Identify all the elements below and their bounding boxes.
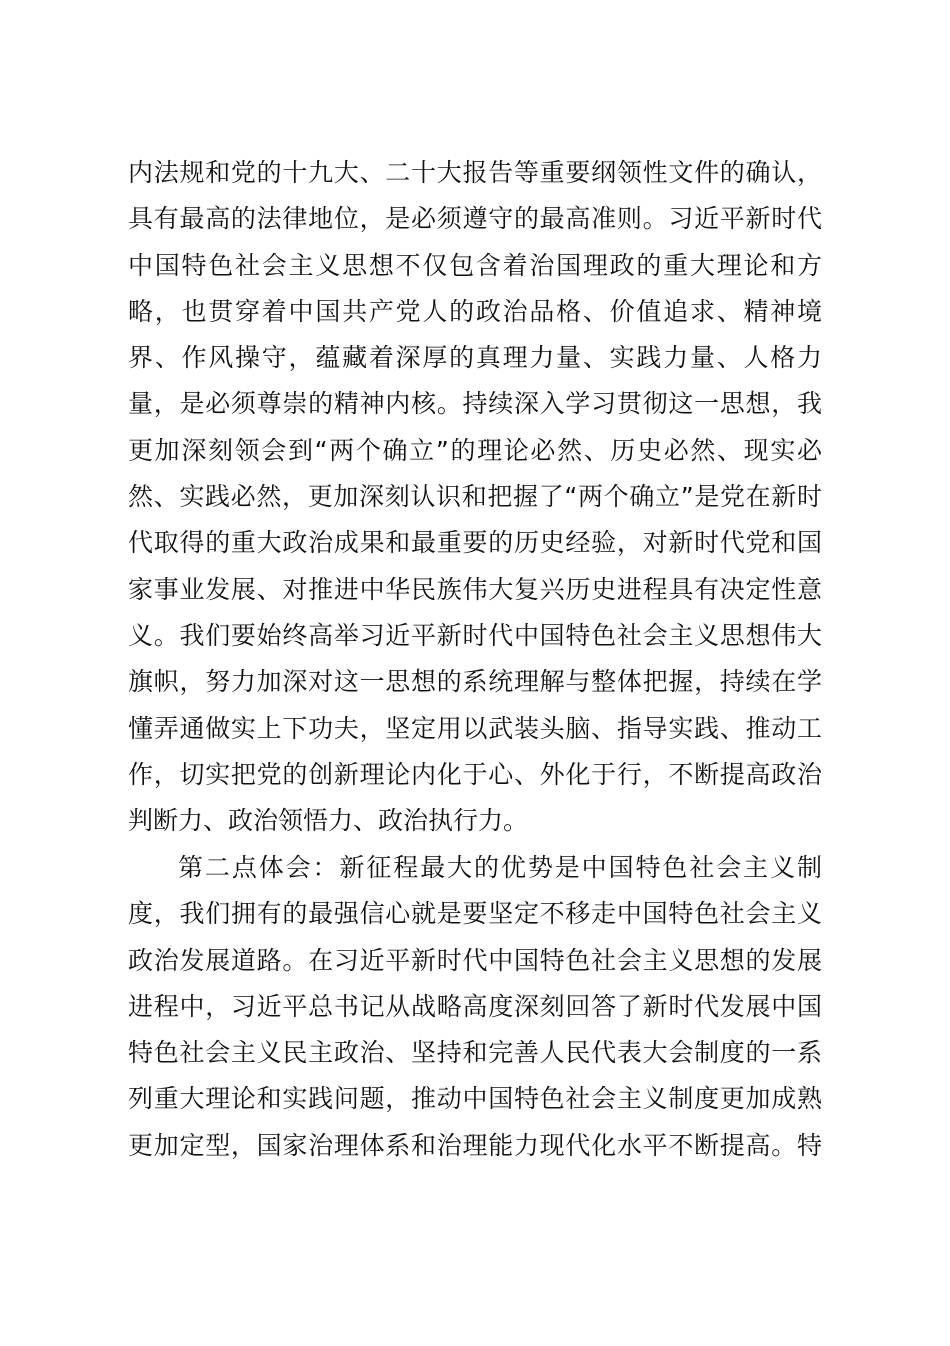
- text-line: 量，是必须尊崇的精神内核。持续深入学习贯彻这一思想，我: [128, 389, 822, 419]
- text-line: 懂弄通做实上下功夫，坚定用以武装头脑、指导实践、推动工: [128, 713, 822, 743]
- text-line: 具有最高的法律地位，是必须遵守的最高准则。习近平新时代: [128, 204, 822, 234]
- text-line: 内法规和党的十九大、二十大报告等重要纲领性文件的确认，: [128, 158, 822, 187]
- text-line: 进程中，习近平总书记从战略高度深刻回答了新时代发展中国: [128, 991, 822, 1021]
- text-line: 然、实践必然，更加深刻认识和把握了“两个确立”是党在新时: [128, 482, 822, 512]
- text-line: 政治发展道路。在习近平新时代中国特色社会主义思想的发展: [128, 945, 822, 975]
- text-line: 家事业发展、对推进中华民族伟大复兴历史进程具有决定性意: [128, 574, 822, 604]
- paragraph-1: [128, 150, 822, 844]
- text-line: 列重大理论和实践问题，推动中国特色社会主义制度更加成熟: [128, 1084, 822, 1114]
- text-line: 作，切实把党的创新理论内化于心、外化于行，不断提高政治: [128, 759, 822, 789]
- text-line: 更加定型，国家治理体系和治理能力现代化水平不断提高。特: [128, 1130, 822, 1160]
- text-line: 略，也贯穿着中国共产党人的政治品格、价值追求、精神境: [128, 296, 822, 326]
- paragraph-2: [128, 845, 822, 1169]
- text-line: 度，我们拥有的最强信心就是要坚定不移走中国特色社会主义: [128, 899, 822, 929]
- text-line: 界、作风操守，蕴藏着深厚的真理力量、实践力量、人格力: [128, 343, 822, 373]
- text-line: 判断力、政治领悟力、政治执行力。: [128, 806, 529, 836]
- text-line: 特色社会主义民主政治、坚持和完善人民代表大会制度的一系: [128, 1038, 822, 1068]
- text-line: 第二点体会：新征程最大的优势是中国特色社会主义制: [178, 853, 822, 882]
- text-line: 中国特色社会主义思想不仅包含着治国理政的重大理论和方: [128, 250, 822, 280]
- text-line: 更加深刻领会到“两个确立”的理论必然、历史必然、现实必: [128, 435, 822, 465]
- text-line: 义。我们要始终高举习近平新时代中国特色社会主义思想伟大: [128, 620, 822, 650]
- text-line: 旗帜，努力加深对这一思想的系统理解与整体把握，持续在学: [128, 667, 822, 697]
- text-line: 代取得的重大政治成果和最重要的历史经验，对新时代党和国: [128, 528, 822, 558]
